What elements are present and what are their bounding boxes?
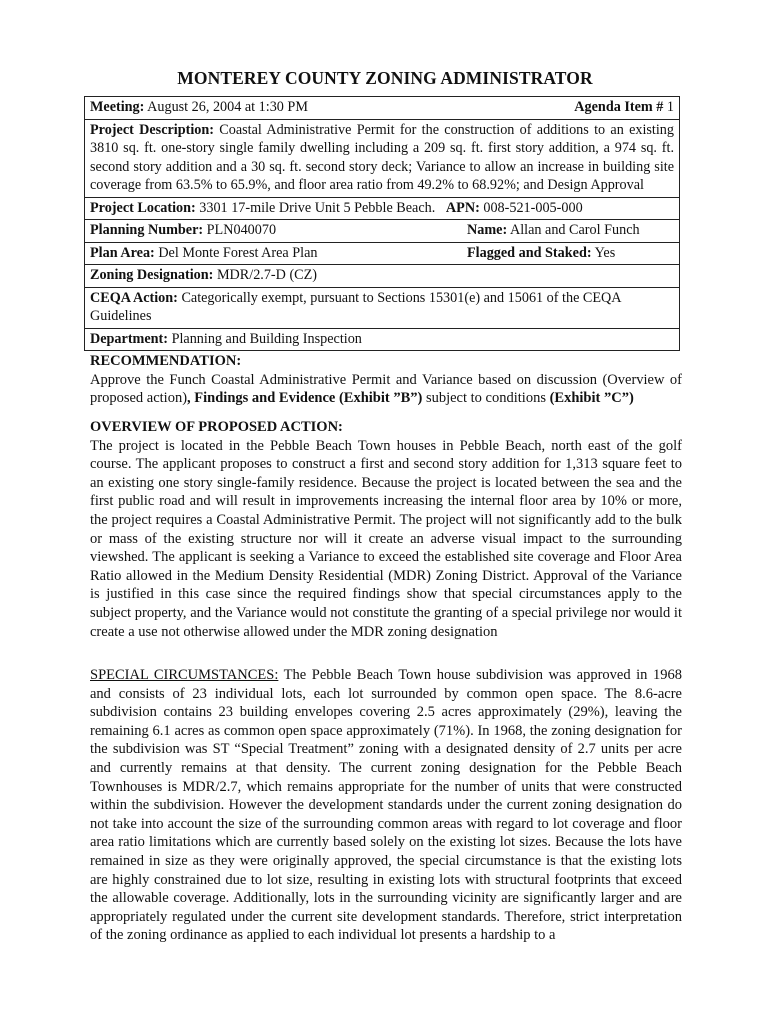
overview-text: The project is located in the Pebble Beach Town houses in Pebble Beach, north east of the golf course. The applicant proposes to construct a first and second story addition for 1,313 square feet to an existing one story single-family residence. Because the project is located between the sea and the first public road and will result in improvements increasing the internal floor area by 10% or more, the project requires a Coastal Administrative Permit. The project will not significantly add to the bulk or mass of the existing structure nor will it create an adverse visual impact to the surrounding viewshed. The applicant is seeking a Variance to exceed the established site coverage and Floor Area Ratio allowed in the Medium Density Residential (MDR) Zoning District. Approval of the Variance is justified in this case since the required findings show that special circumstances apply to the subject property, and the Variance would not constitute the granting of a special privilege nor would it create a use not otherwise allowed under the MDR zoning designation: [90, 437, 682, 640]
page-title: MONTEREY COUNTY ZONING ADMINISTRATOR: [177, 68, 593, 88]
planning-number-row: [85, 220, 679, 243]
name-label: Name:: [467, 222, 508, 238]
flagged-value: Yes: [591, 244, 616, 261]
overview-heading: OVERVIEW OF PROPOSED ACTION:: [90, 419, 343, 435]
exhibit-b-ref: (Exhibit ”B”): [338, 390, 423, 407]
ceqa-label: CEQA Action:: [90, 289, 178, 306]
recommendation-text: [90, 371, 682, 408]
department-label: Department:: [90, 330, 169, 347]
name-value: Allan and Carol Funch: [507, 222, 640, 238]
project-location-value: 3301 17-mile Drive Unit 5 Pebble Beach.: [195, 199, 436, 216]
plan-area-row: [85, 243, 679, 266]
meeting-value: August 26, 2004 at 1:30 PM: [144, 99, 308, 115]
apn-label: APN:: [445, 199, 480, 216]
department-row: [85, 329, 679, 351]
agenda-item-cell: [574, 98, 674, 117]
apn-value: 008-521-005-000: [479, 199, 583, 216]
planning-number-cell: [90, 221, 467, 240]
project-description-value: Coastal Administrative Permit for the construction of additions to an existing 3810 sq. ft. one-story single family dwelling including a 209 sq. ft. first story addition, a 974 sq. ft. second story addition and a 30 sq. ft. second story deck; Variance to allow an increase in building site coverage from 63.5% to 65.9%, and floor area ratio from 49.2% to 68.92%; and Design Approval: [90, 121, 674, 193]
ceqa-row: [85, 288, 679, 329]
recommendation-section: [90, 352, 682, 408]
department-value: Planning and Building Inspection: [168, 330, 362, 347]
ceqa-value: Categorically exempt, pursuant to Sections 15301(e) and 15061 of the CEQA Guidelines: [90, 289, 621, 324]
planning-number-label: Planning Number:: [90, 222, 204, 238]
project-location-row: [85, 198, 679, 221]
recommendation-text-2: , Findings and Evidence: [187, 390, 339, 407]
project-description-label: Project Description:: [90, 121, 214, 138]
special-circumstances-body: The Pebble Beach Town house subdivision was approved in 1968 and consists of 23 individual lots, each lot surrounded by common open space. The 8.6-acre subdivision contains 23 building envelopes covering 2.5 acres approximately (29%), leaving the remaining 6.1 acres as common open space approximately (71%). In 1968, the zoning designation for the subdivision was ST “Special Treatment” zoning with a designated density of 2.7 units per acre and currently remains at that density. The current zoning designation for the Pebble Beach Townhouses is MDR/2.7, which remains appropriate for the number of units that were constructed within the subdivision. However the development standards under the current zoning designation do not take into account the size of the surrounding common areas with regard to lot coverage and floor area ratio limitations which are currently based solely on the existing lot sizes. Because the lots have remained in size as they were originally approved, the special circumstance is that the existing lots are highly constrained due to lot size, resulting in existing lots with structural footprints that exceed the allowable coverage. Additionally, lots in the surrounding vicinity are significantly larger and are appropriately regulated under the current site development standards. Therefore, strict interpretation of the zoning ordinance as applied to each individual lot presents a hardship to a: [90, 667, 682, 944]
project-description-row: [85, 120, 679, 198]
plan-area-value: Del Monte Forest Area Plan: [154, 244, 318, 261]
recommendation-heading: RECOMMENDATION:: [90, 353, 242, 369]
special-circumstances-text: [90, 666, 682, 945]
planning-number-value: PLN040070: [203, 222, 277, 238]
meeting-label: Meeting:: [90, 99, 145, 115]
meeting-row: [85, 97, 679, 120]
plan-area-label: Plan Area:: [90, 244, 155, 261]
exhibit-c-ref: (Exhibit ”C”): [549, 390, 634, 407]
special-circumstances-heading: SPECIAL CIRCUMSTANCES:: [90, 667, 279, 683]
zoning-row: [85, 265, 679, 288]
zoning-value: MDR/2.7-D (CZ): [213, 267, 318, 283]
flagged-label: Flagged and Staked:: [467, 244, 592, 261]
special-circumstances-section: [90, 666, 682, 945]
recommendation-text-1: Approve the Funch Coastal Administrative Permit and Variance based on discussion (Overview of proposed action): [90, 371, 682, 407]
name-cell: [467, 221, 640, 240]
agenda-item-label: Agenda Item #: [574, 99, 664, 115]
flagged-cell: [467, 244, 615, 263]
recommendation-text-3: subject to conditions: [422, 390, 550, 407]
zoning-label: Zoning Designation:: [90, 267, 214, 283]
overview-section: [90, 418, 682, 641]
project-location-label: Project Location:: [90, 199, 196, 216]
agenda-item-value: 1: [663, 99, 674, 115]
meeting-cell: [90, 98, 308, 117]
project-info-table: [84, 96, 680, 351]
plan-area-cell: [90, 244, 467, 263]
